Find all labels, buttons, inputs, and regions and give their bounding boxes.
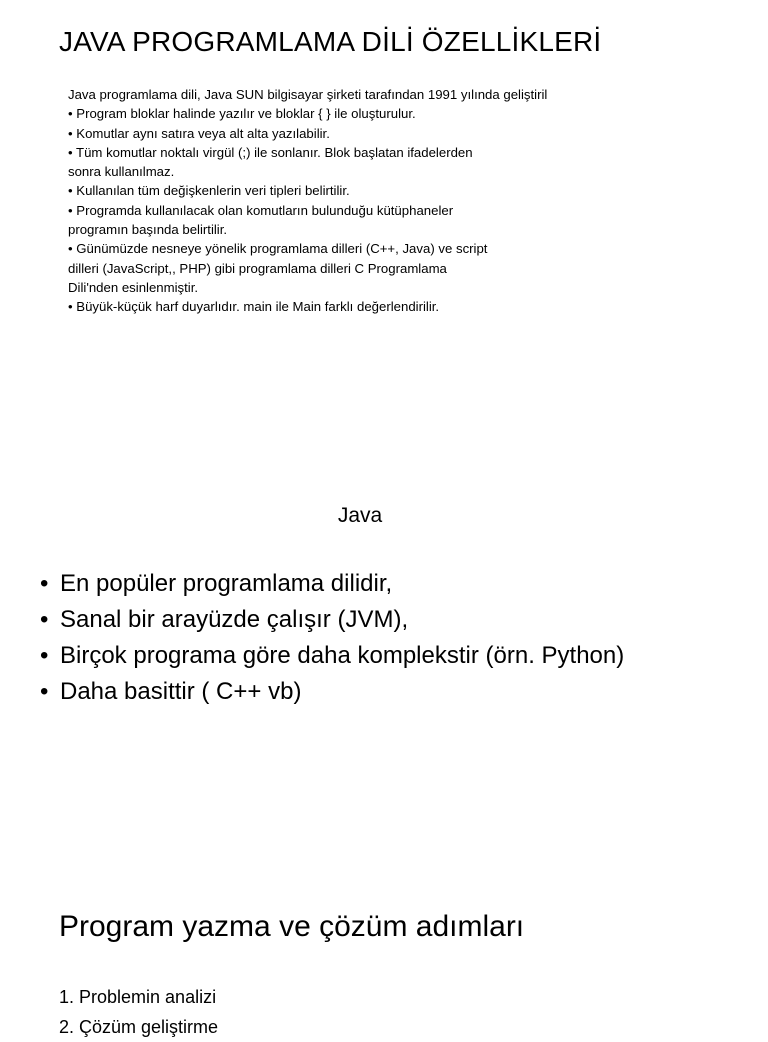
slide-java-features [0,0,768,340]
body-line: sonra kullanılmaz. [68,164,175,180]
bullet-list [40,566,624,710]
body-line: • Tüm komutlar noktalı virgül (;) ile sonlanır. Blok başlatan ifadelerden [68,144,473,160]
slide-program-steps [0,900,768,1037]
list-item-text: Birçok programa göre daha komplekstir (örn. Python) [60,642,625,669]
body-line: dilleri (JavaScript,, PHP) gibi programlama dilleri C Programlama [68,260,447,276]
body-line: • Büyük-küçük harf duyarlıdır. main ile Main farklı değerlendirilir. [68,299,440,315]
list-item-text: Sanal bir arayüzde çalışır (JVM), [60,606,409,633]
list-item-text: En popüler programlama dilidir, [60,570,393,597]
list-item [40,602,624,638]
body-line: programın başında belirtilir. [68,222,228,238]
bullet-icon: • [40,678,49,705]
slide-title: Java [337,504,383,527]
slide-title: Program yazma ve çözüm adımları [59,910,525,943]
body-line: • Kullanılan tüm değişkenlerin veri tipleri belirtilir. [68,183,350,199]
body-line: Dili'nden esinlenmiştir. [68,279,199,295]
slide-java-overview [0,490,768,730]
body-line: • Programda kullanılacak olan komutların bulunduğu kütüphaneler [68,202,454,218]
list-item [40,638,624,674]
numbered-list [59,982,218,1042]
bullet-icon: • [40,606,49,633]
slide-body-text [68,85,628,317]
body-line: • Program bloklar halinde yazılır ve bloklar { } ile oluşturulur. [68,106,416,122]
list-item: 2. Çözüm geliştirme [59,1017,219,1037]
list-item [40,566,624,602]
body-line: Java programlama dili, Java SUN bilgisayar şirketi tarafından 1991 yılında geliştiril [68,87,548,102]
body-line: • Günümüzde nesneye yönelik programlama dilleri (C++, Java) ve script [68,241,488,257]
bullet-icon: • [40,570,49,597]
bullet-icon: • [40,642,49,669]
slide-title: JAVA PROGRAMLAMA DİLİ ÖZELLİKLERİ [59,26,602,57]
list-item-text: Daha basittir ( C++ vb) [60,678,302,705]
list-item: 1. Problemin analizi [59,987,217,1007]
list-item [40,674,624,710]
body-line: • Komutlar aynı satıra veya alt alta yazılabilir. [68,125,330,141]
